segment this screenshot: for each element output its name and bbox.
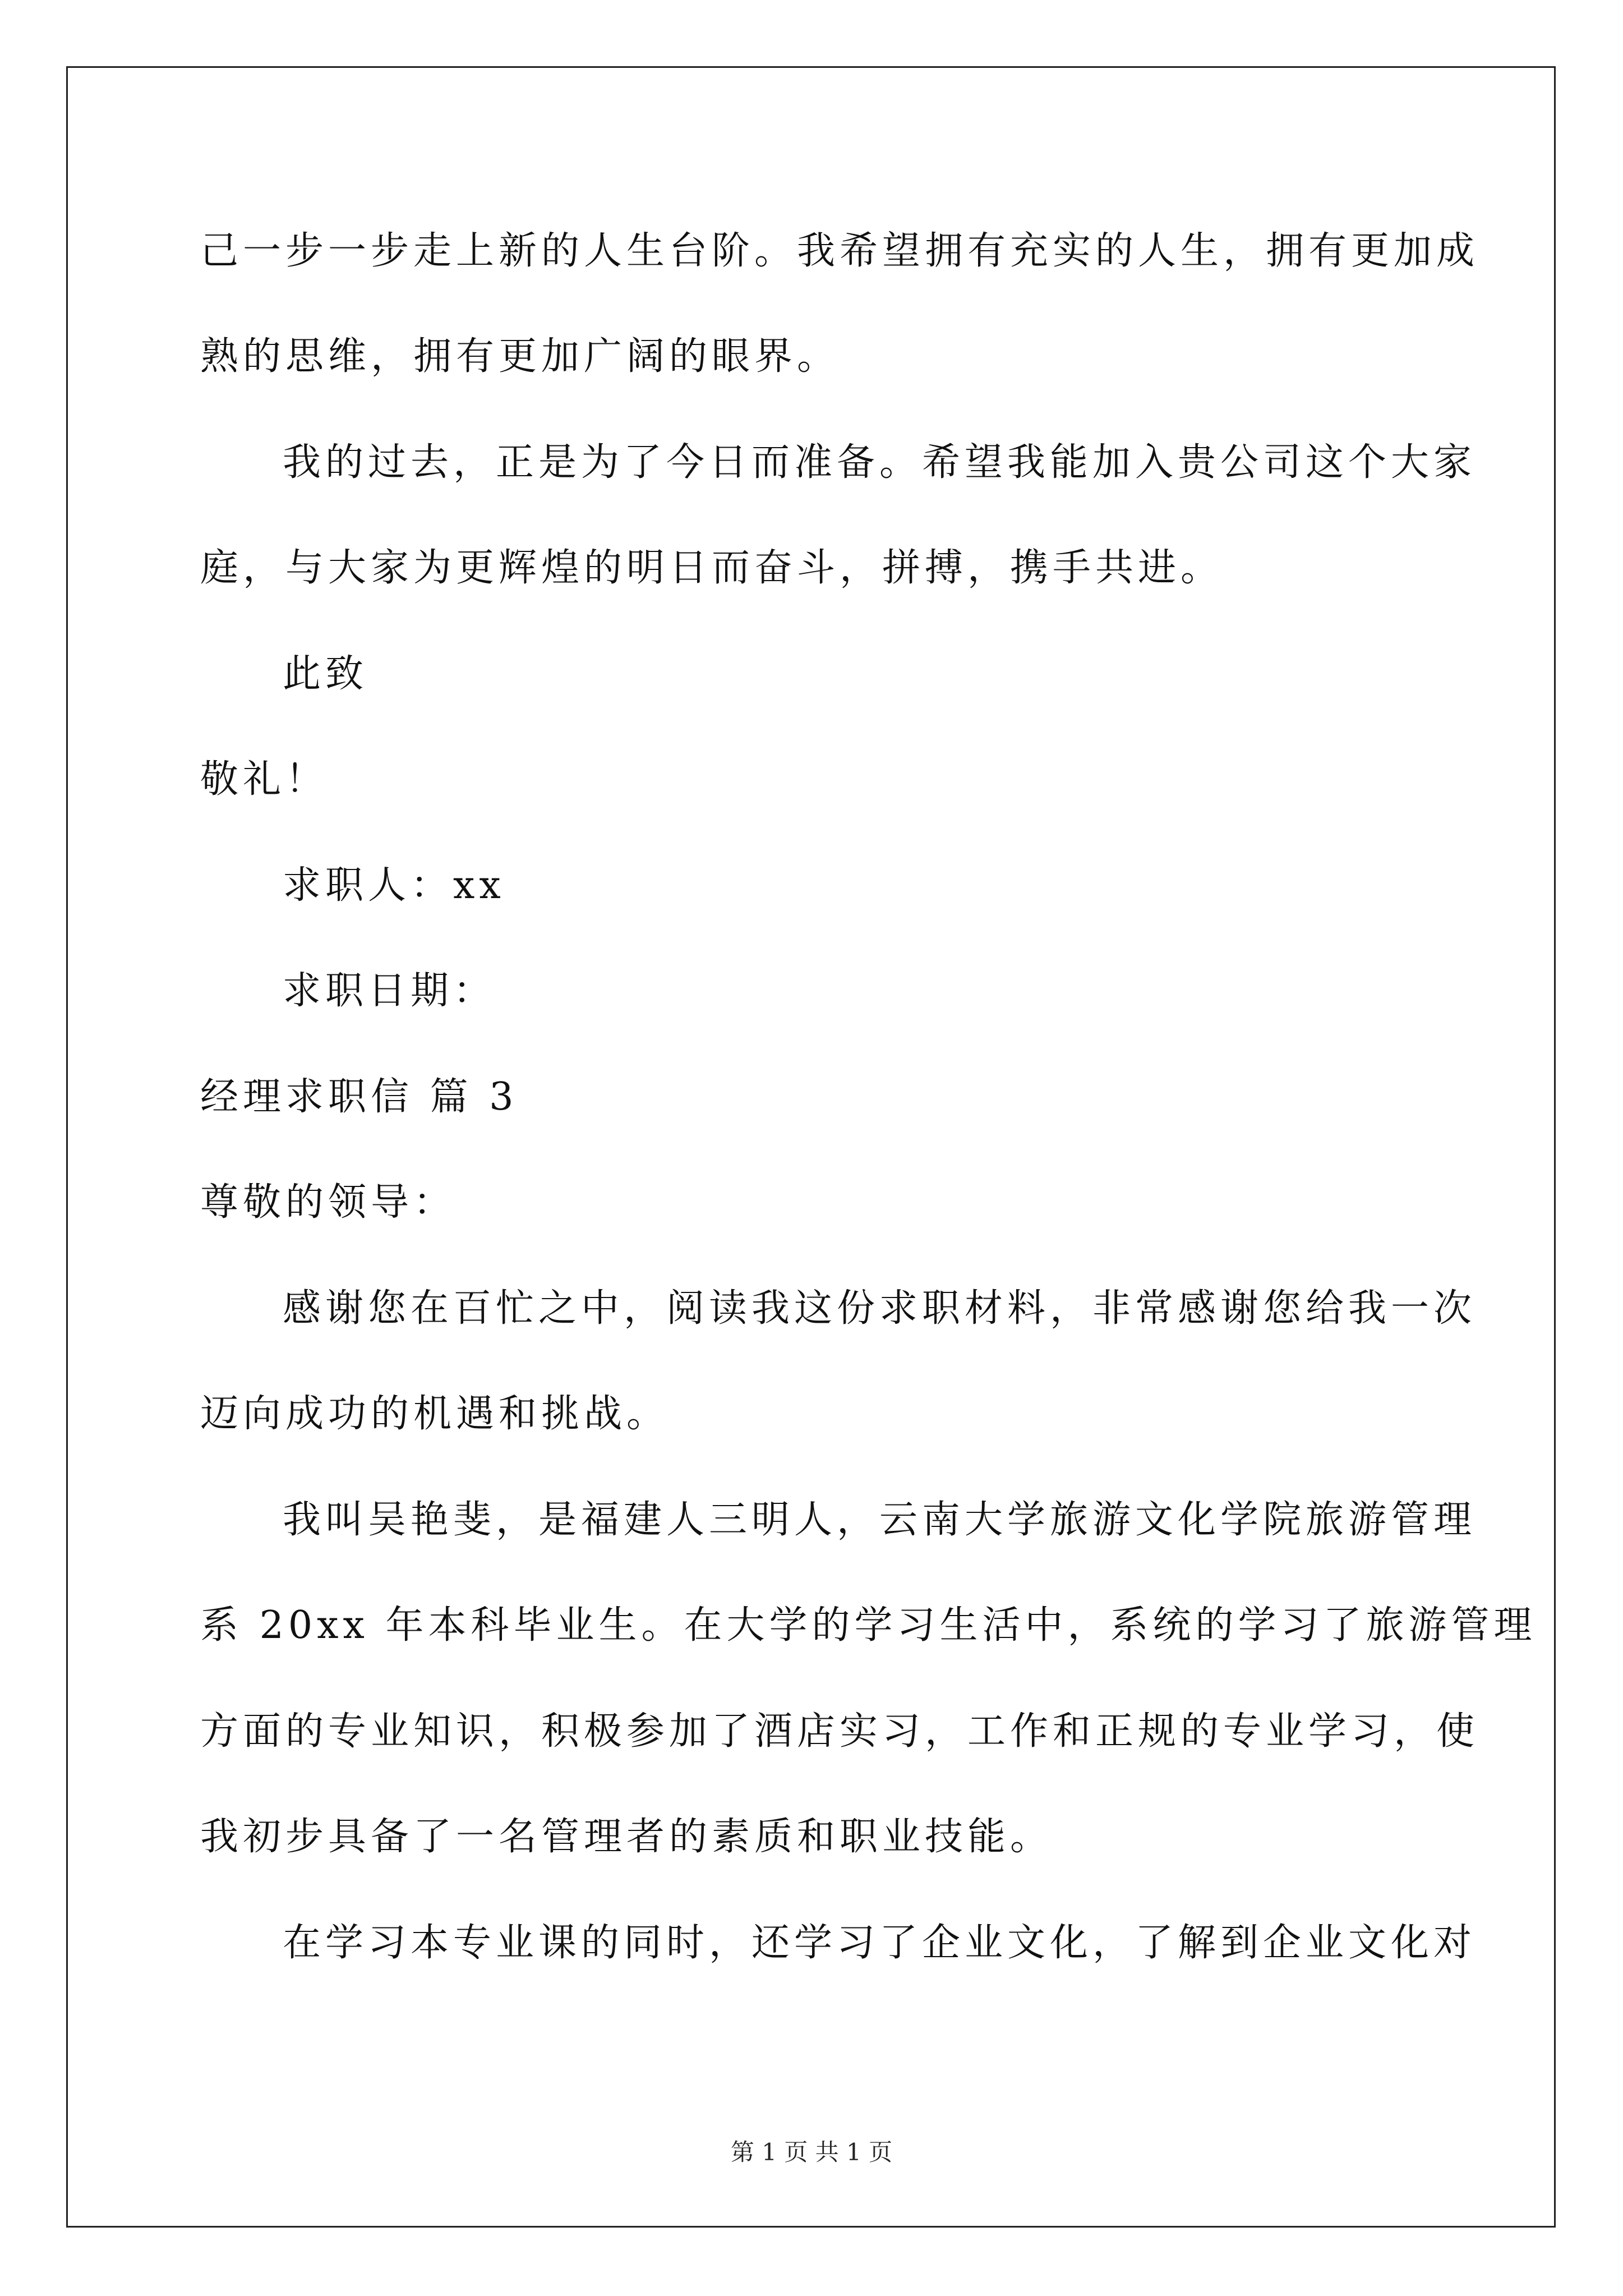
body-line: 迈向成功的机遇和挑战。	[200, 1392, 670, 1436]
section-heading: 经理求职信 篇 3	[200, 1075, 518, 1119]
body-line: 庭，与大家为更辉煌的明日而奋斗，拼搏，携手共进。	[200, 546, 1224, 590]
page-number: 第 1 页 共 1 页	[730, 2138, 893, 2166]
body-line: 我的过去，正是为了今日而准备。希望我能加入贵公司这个大家	[283, 440, 1477, 485]
body-line: 我初步具备了一名管理者的素质和职业技能。	[200, 1815, 1053, 1859]
page-border	[66, 66, 1556, 2228]
greeting: 尊敬的领导：	[200, 1180, 457, 1225]
body-line: 系 20xx 年本科毕业生。在大学的学习生活中，系统的学习了旅游管理	[200, 1603, 1537, 1648]
body-line: 感谢您在百忙之中，阅读我这份求职材料，非常感谢您给我一次	[283, 1286, 1477, 1331]
application-date: 求职日期：	[283, 969, 496, 1013]
body-line: 己一步一步走上新的人生台阶。我希望拥有充实的人生，拥有更加成	[200, 229, 1479, 273]
closing-regards: 敬礼！	[200, 757, 329, 802]
body-line: 熟的思维，拥有更加广阔的眼界。	[200, 334, 840, 379]
body-line: 方面的专业知识，积极参加了酒店实习，工作和正规的专业学习，使	[200, 1709, 1479, 1754]
applicant-name: 求职人：xx	[283, 863, 505, 908]
body-line: 在学习本专业课的同时，还学习了企业文化，了解到企业文化对	[283, 1921, 1477, 1965]
body-line: 我叫吴艳斐，是福建人三明人，云南大学旅游文化学院旅游管理	[283, 1498, 1477, 1542]
closing-salutation: 此致	[283, 652, 368, 696]
